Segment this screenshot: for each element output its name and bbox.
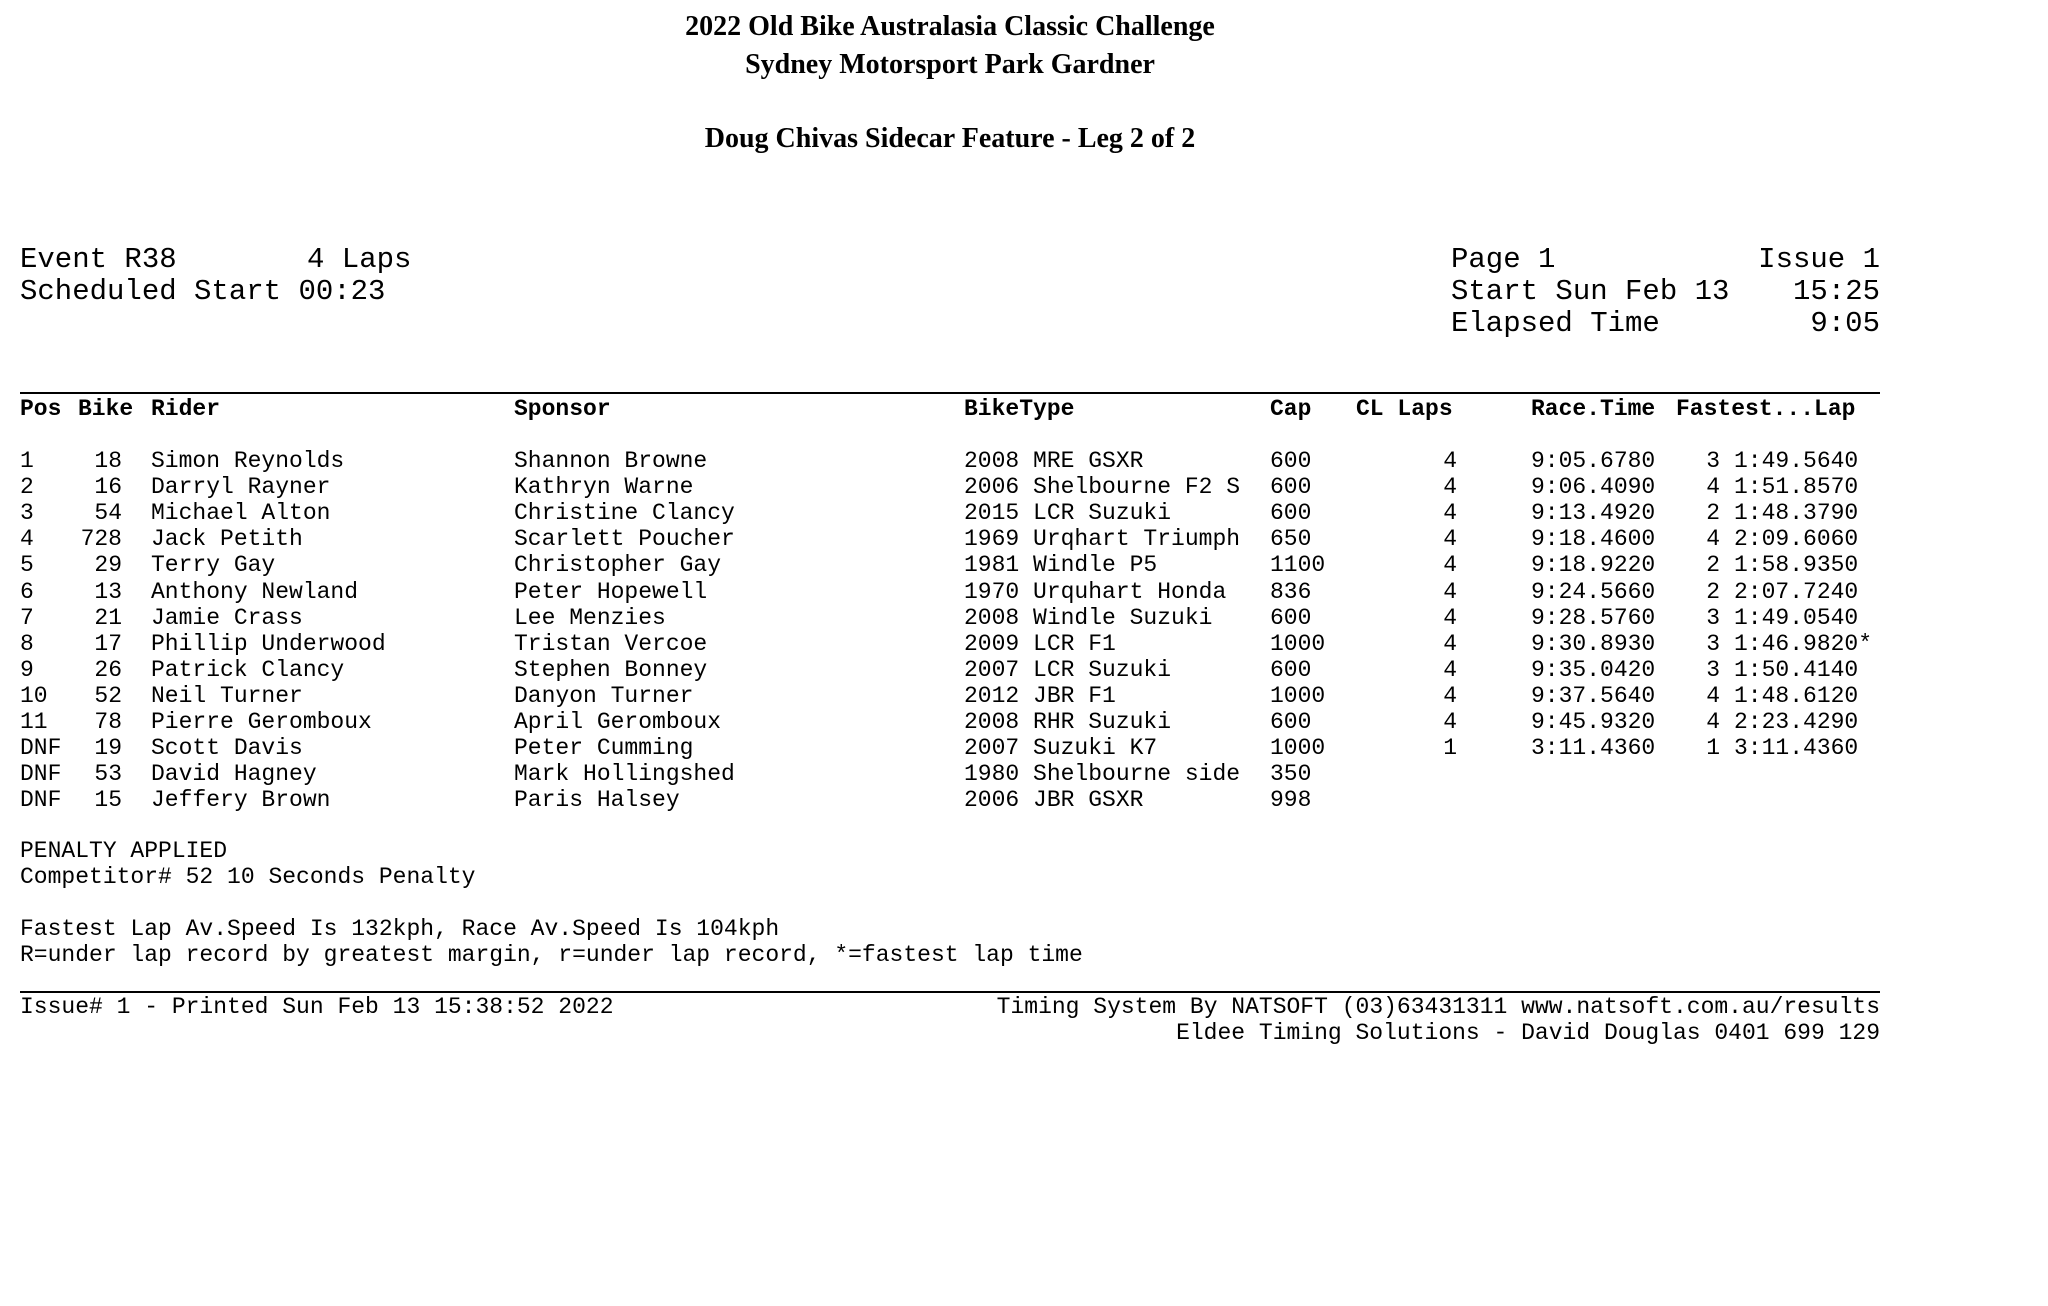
cell-rider: Scott Davis xyxy=(151,735,303,762)
elapsed-label: Elapsed Time xyxy=(1451,307,1660,340)
cell-race-time: 9:28.5760 xyxy=(1531,604,1656,631)
table-row xyxy=(0,474,1900,500)
cell-fastest-lap-time: 2:07.7240 xyxy=(1734,578,1859,605)
cell-rider: Simon Reynolds xyxy=(151,448,345,474)
cell-bike: 54 xyxy=(94,500,122,527)
cell-sponsor: Lee Menzies xyxy=(514,604,666,631)
cell-cap: 1000 xyxy=(1270,630,1326,657)
printed-line: Issue# 1 - Printed Sun Feb 13 15:38:52 2022 xyxy=(20,994,614,1020)
cell-race-time: 9:45.9320 xyxy=(1531,709,1656,735)
cell-rider: Neil Turner xyxy=(151,682,303,709)
col-sponsor: Sponsor xyxy=(514,396,611,422)
cell-pos: 7 xyxy=(20,604,34,631)
table-row xyxy=(0,631,1900,657)
cell-race-time: 9:05.6780 xyxy=(1531,448,1656,474)
cell-sponsor: Stephen Bonney xyxy=(514,656,708,683)
cell-fastest-lap-number: 2 xyxy=(1706,552,1720,579)
cell-rider: Patrick Clancy xyxy=(151,656,345,683)
cell-sponsor: Shannon Browne xyxy=(514,448,708,474)
cell-biketype: 2009 LCR F1 xyxy=(964,630,1116,657)
cell-biketype: 1970 Urquhart Honda xyxy=(964,578,1227,605)
cell-cap: 600 xyxy=(1270,604,1312,631)
report-title: 2022 Old Bike Australasia Classic Challenge xyxy=(685,11,1215,42)
cell-fastest-lap-number: 1 xyxy=(1706,735,1720,762)
timing-solutions-line: Eldee Timing Solutions - David Douglas 0401 699 129 xyxy=(1176,1020,1880,1046)
cell-rider: Phillip Underwood xyxy=(151,630,386,657)
scheduled-start: Scheduled Start 00:23 xyxy=(20,275,386,308)
cell-fastest-lap-number: 4 xyxy=(1706,709,1720,735)
cell-rider: Anthony Newland xyxy=(151,578,359,605)
cell-fastest-lap-number: 3 xyxy=(1706,604,1720,631)
col-cl-laps: CL Laps xyxy=(1356,396,1453,422)
cell-rider: Terry Gay xyxy=(151,552,276,579)
race-title: Doug Chivas Sidecar Feature - Leg 2 of 2 xyxy=(704,123,1196,154)
cell-cap: 836 xyxy=(1270,578,1312,605)
cell-laps: 4 xyxy=(1443,526,1457,553)
cell-biketype: 2006 Shelbourne F2 S xyxy=(964,474,1241,501)
cell-bike: 17 xyxy=(94,630,122,657)
cell-bike: 29 xyxy=(94,552,122,579)
event-label: Event R38 xyxy=(20,243,177,276)
cell-laps: 4 xyxy=(1443,709,1457,735)
cell-laps: 4 xyxy=(1443,474,1457,501)
col-race-time: Race.Time xyxy=(1531,396,1656,422)
table-row xyxy=(0,500,1900,526)
cell-laps: 4 xyxy=(1443,552,1457,579)
table-row xyxy=(0,605,1900,631)
cell-bike: 21 xyxy=(94,604,122,631)
cell-cap: 600 xyxy=(1270,656,1312,683)
table-row xyxy=(0,683,1900,709)
table-row xyxy=(0,787,1900,813)
cell-cap: 1000 xyxy=(1270,735,1326,762)
footer-rule xyxy=(20,991,1880,993)
page-label: Page 1 xyxy=(1451,243,1556,276)
cell-biketype: 2008 RHR Suzuki xyxy=(964,709,1172,735)
table-row xyxy=(0,448,1900,474)
cell-rider: Jack Petith xyxy=(151,526,303,553)
cell-fastest-lap-time: 1:48.3790 xyxy=(1734,500,1859,527)
col-cap: Cap xyxy=(1270,396,1312,422)
cell-fastest-lap-time: 1:51.8570 xyxy=(1734,474,1859,501)
cell-pos: 2 xyxy=(20,474,34,501)
cell-fastest-lap-time: 1:50.4140 xyxy=(1734,656,1859,683)
cell-race-time: 9:37.5640 xyxy=(1531,682,1656,709)
cell-laps: 4 xyxy=(1443,682,1457,709)
cell-biketype: 1980 Shelbourne side xyxy=(964,761,1241,788)
cell-rider: Jamie Crass xyxy=(151,604,303,631)
cell-pos: DNF xyxy=(20,735,62,762)
cell-sponsor: Scarlett Poucher xyxy=(514,526,735,553)
cell-laps: 1 xyxy=(1443,735,1457,762)
cell-sponsor: Mark Hollingshed xyxy=(514,761,735,788)
legend-line: R=under lap record by greatest margin, r=under lap record, *=fastest lap time xyxy=(20,942,1083,968)
cell-sponsor: April Geromboux xyxy=(514,709,722,735)
cell-biketype: 1969 Urqhart Triumph xyxy=(964,526,1241,553)
cell-fastest-lap-number: 3 xyxy=(1706,656,1720,683)
cell-rider: Michael Alton xyxy=(151,500,331,527)
cell-fastest-lap-number: 4 xyxy=(1706,474,1720,501)
cell-bike: 16 xyxy=(94,474,122,501)
cell-biketype: 2015 LCR Suzuki xyxy=(964,500,1172,527)
header-rule xyxy=(20,392,1880,394)
cell-fastest-lap-time: 1:49.5640 xyxy=(1734,448,1859,474)
table-row xyxy=(0,709,1900,735)
cell-bike: 728 xyxy=(80,526,122,553)
cell-laps: 4 xyxy=(1443,578,1457,605)
penalty-heading: PENALTY APPLIED xyxy=(20,838,228,864)
cell-sponsor: Peter Cumming xyxy=(514,735,694,762)
cell-sponsor: Christopher Gay xyxy=(514,552,722,579)
penalty-detail: Competitor# 52 10 Seconds Penalty xyxy=(20,864,476,890)
cell-fastest-lap-number: 3 xyxy=(1706,630,1720,657)
cell-cap: 1100 xyxy=(1270,552,1326,579)
cell-fastest-lap-number: 4 xyxy=(1706,682,1720,709)
cell-pos: 6 xyxy=(20,578,34,605)
cell-pos: 1 xyxy=(20,448,34,474)
cell-fastest-lap-time: 1:49.0540 xyxy=(1734,604,1859,631)
cell-bike: 18 xyxy=(94,448,122,474)
cell-pos: 11 xyxy=(20,709,48,735)
cell-sponsor: Peter Hopewell xyxy=(514,578,708,605)
cell-rider: David Hagney xyxy=(151,761,317,788)
cell-fastest-lap-number: 3 xyxy=(1706,448,1720,474)
cell-fastest-lap-time: 3:11.4360 xyxy=(1734,735,1859,762)
cell-biketype: 2006 JBR GSXR xyxy=(964,787,1144,814)
cell-pos: DNF xyxy=(20,761,62,788)
col-biketype: BikeType xyxy=(964,396,1075,422)
cell-laps: 4 xyxy=(1443,656,1457,683)
cell-fastest-lap-number: 4 xyxy=(1706,526,1720,553)
cell-biketype: 2008 Windle Suzuki xyxy=(964,604,1213,631)
cell-laps: 4 xyxy=(1443,448,1457,474)
cell-race-time: 9:18.4600 xyxy=(1531,526,1656,553)
cell-biketype: 2008 MRE GSXR xyxy=(964,448,1144,474)
table-row xyxy=(0,735,1900,761)
issue-label: Issue 1 xyxy=(1758,243,1880,276)
cell-race-time: 9:35.0420 xyxy=(1531,656,1656,683)
start-label: Start Sun Feb 13 xyxy=(1451,275,1730,308)
cell-fastest-lap-time: 2:23.4290 xyxy=(1734,709,1859,735)
timing-system-line: Timing System By NATSOFT (03)63431311 www.natsoft.com.au/results xyxy=(996,994,1880,1020)
cell-bike: 19 xyxy=(94,735,122,762)
laps-label: 4 Laps xyxy=(307,243,412,276)
venue-title: Sydney Motorsport Park Gardner xyxy=(745,49,1155,80)
cell-laps: 4 xyxy=(1443,604,1457,631)
cell-sponsor: Christine Clancy xyxy=(514,500,735,527)
cell-pos: 9 xyxy=(20,656,34,683)
cell-pos: 3 xyxy=(20,500,34,527)
elapsed-value: 9:05 xyxy=(1810,307,1880,340)
table-row xyxy=(0,579,1900,605)
cell-fastest-lap-time: 1:46.9820* xyxy=(1734,630,1873,657)
table-row xyxy=(0,657,1900,683)
col-fastest-lap: Fastest...Lap xyxy=(1676,396,1856,422)
cell-rider: Jeffery Brown xyxy=(151,787,331,814)
table-row xyxy=(0,761,1900,787)
cell-laps: 4 xyxy=(1443,500,1457,527)
cell-pos: DNF xyxy=(20,787,62,814)
cell-cap: 600 xyxy=(1270,474,1312,501)
cell-bike: 26 xyxy=(94,656,122,683)
cell-fastest-lap-time: 1:48.6120 xyxy=(1734,682,1859,709)
cell-race-time: 9:24.5660 xyxy=(1531,578,1656,605)
cell-fastest-lap-time: 1:58.9350 xyxy=(1734,552,1859,579)
cell-pos: 5 xyxy=(20,552,34,579)
table-row xyxy=(0,552,1900,578)
col-bike: Bike xyxy=(78,396,134,422)
cell-laps: 4 xyxy=(1443,630,1457,657)
cell-race-time: 9:30.8930 xyxy=(1531,630,1656,657)
cell-pos: 10 xyxy=(20,682,48,709)
cell-sponsor: Tristan Vercoe xyxy=(514,630,708,657)
speed-line: Fastest Lap Av.Speed Is 132kph, Race Av.Speed Is 104kph xyxy=(20,916,780,942)
cell-cap: 998 xyxy=(1270,787,1312,814)
cell-fastest-lap-time: 2:09.6060 xyxy=(1734,526,1859,553)
col-pos: Pos xyxy=(20,396,62,422)
cell-race-time: 9:06.4090 xyxy=(1531,474,1656,501)
start-time: 15:25 xyxy=(1792,275,1880,308)
col-rider: Rider xyxy=(151,396,221,422)
cell-fastest-lap-number: 2 xyxy=(1706,578,1720,605)
cell-fastest-lap-number: 2 xyxy=(1706,500,1720,527)
cell-cap: 600 xyxy=(1270,448,1312,474)
cell-bike: 13 xyxy=(94,578,122,605)
cell-pos: 4 xyxy=(20,526,34,553)
cell-biketype: 1981 Windle P5 xyxy=(964,552,1158,579)
cell-pos: 8 xyxy=(20,630,34,657)
cell-biketype: 2007 LCR Suzuki xyxy=(964,656,1172,683)
cell-sponsor: Danyon Turner xyxy=(514,682,694,709)
cell-race-time: 3:11.4360 xyxy=(1531,735,1656,762)
cell-sponsor: Paris Halsey xyxy=(514,787,680,814)
cell-cap: 650 xyxy=(1270,526,1312,553)
cell-race-time: 9:13.4920 xyxy=(1531,500,1656,527)
cell-bike: 15 xyxy=(94,787,122,814)
cell-biketype: 2012 JBR F1 xyxy=(964,682,1116,709)
cell-cap: 1000 xyxy=(1270,682,1326,709)
cell-rider: Darryl Rayner xyxy=(151,474,331,501)
table-row xyxy=(0,526,1900,552)
cell-cap: 600 xyxy=(1270,500,1312,527)
cell-biketype: 2007 Suzuki K7 xyxy=(964,735,1158,762)
cell-rider: Pierre Geromboux xyxy=(151,709,372,735)
cell-race-time: 9:18.9220 xyxy=(1531,552,1656,579)
cell-bike: 78 xyxy=(94,709,122,735)
cell-bike: 52 xyxy=(94,682,122,709)
cell-cap: 350 xyxy=(1270,761,1312,788)
cell-bike: 53 xyxy=(94,761,122,788)
table-header xyxy=(0,396,1900,422)
cell-cap: 600 xyxy=(1270,709,1312,735)
cell-sponsor: Kathryn Warne xyxy=(514,474,694,501)
